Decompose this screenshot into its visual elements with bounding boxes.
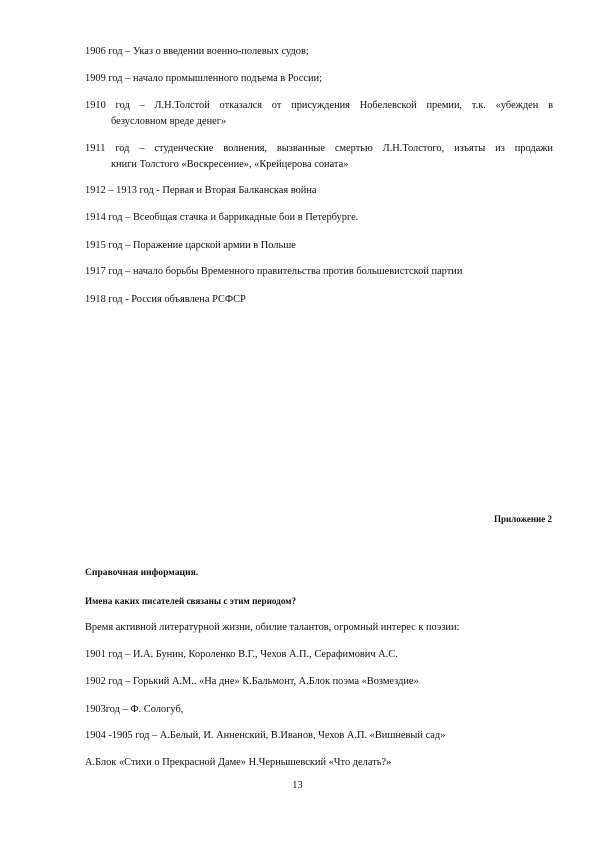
chronology-item-1906: 1906 год – Указ о введении военно-полевых судов;	[85, 46, 309, 57]
intro-text: Время активной литературной жизни, обилие талантов, огромный интерес к поэзии:	[85, 622, 460, 633]
writers-item-blok: А.Блок «Стихи о Прекрасной Даме» Н.Чернышевский «Что делать?»	[85, 757, 392, 768]
chronology-item-1915: 1915 год – Поражение царской армии в Польше	[85, 240, 296, 251]
reference-title: Справочная информация.	[85, 567, 199, 578]
chronology-item-1911-line1: 1911 год – студенческие волнения, вызванные смертью Л.Н.Толстого, изъяты из продажи	[85, 143, 553, 154]
question-heading: Имена каких писателей связаны с этим периодом?	[85, 596, 297, 606]
appendix-label: Приложение 2	[493, 514, 552, 524]
writers-item-1901: 1901 год – И.А. Бунин, Короленко В.Г., Чехов А.П., Серафимович А.С.	[85, 649, 398, 660]
writers-item-1903: 1903год – Ф. Сологуб,	[85, 704, 184, 715]
chronology-item-1918: 1918 год - Россия объявлена РСФСР	[85, 294, 246, 305]
writers-item-1902: 1902 год – Горький А.М.. «На дне» К.Бальмонт, А.Блок поэма «Возмездие»	[85, 676, 419, 687]
chronology-item-1912: 1912 – 1913 год - Первая и Вторая Балканская война	[85, 185, 317, 196]
writers-item-1904: 1904 -1905 год – А.Белый, И. Анненский, В.Иванов, Чехов А.П. «Вишневый сад»	[85, 730, 446, 741]
chronology-item-1911-line2: книги Толстого «Воскресение», «Крейцерова соната»	[111, 159, 349, 170]
chronology-item-1909: 1909 год – начало промышленного подъема в России;	[85, 73, 322, 84]
chronology-item-1911	[85, 141, 553, 173]
page-number: 13	[292, 780, 303, 791]
chronology-item-1910	[85, 98, 553, 130]
chronology-item-1914: 1914 год – Всеобщая стачка и баррикадные бои в Петербурге.	[85, 212, 359, 223]
chronology-item-1917: 1917 год – начало борьбы Временного правительства против большевистской партии	[85, 266, 463, 277]
chronology-item-1910-line2: безусловном вреде денег»	[111, 116, 227, 127]
chronology-item-1910-line1: 1910 год – Л.Н.Толстой отказался от присуждения Нобелевской премии, т.к. «убежден в	[85, 100, 553, 111]
